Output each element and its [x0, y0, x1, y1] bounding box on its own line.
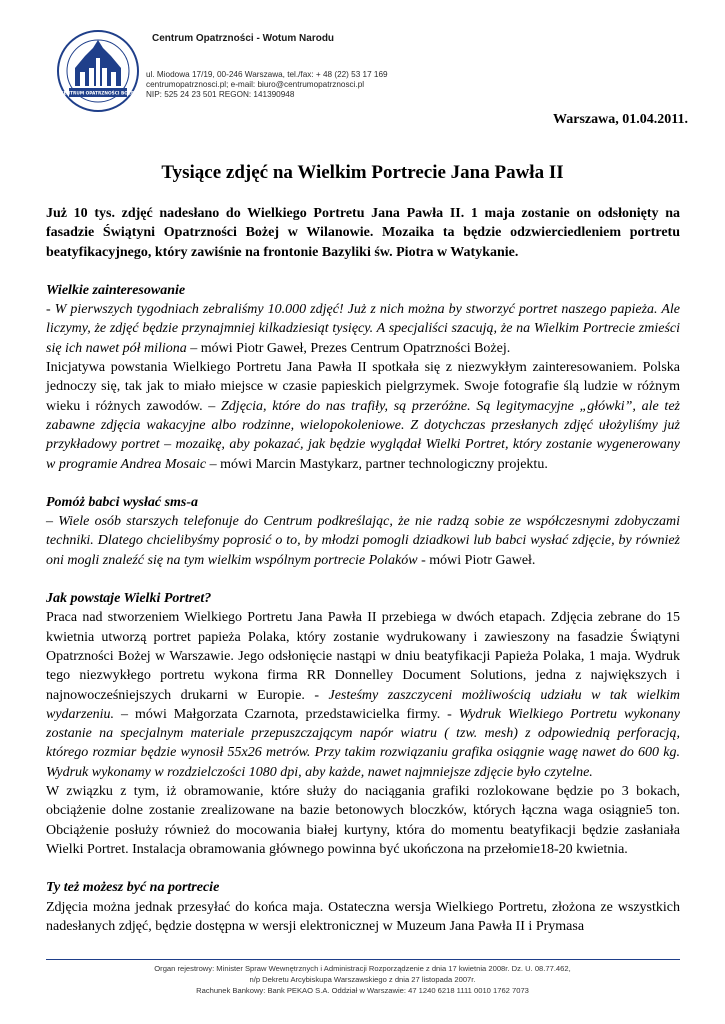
section-heading: Pomóż babci wysłać sms-a	[46, 494, 199, 510]
paragraph	[46, 512, 680, 570]
paragraph	[46, 300, 680, 358]
quote-text: - Jesteśmy zaszczyceni możliwością udziału w tak wielkim wydarzeniu.	[46, 687, 680, 722]
attribution-text: – mówi Małgorzata Czarnota, przedstawicielka firmy.	[114, 706, 448, 722]
section-you-can-be-on-portrait	[46, 878, 680, 936]
paragraph	[46, 608, 680, 782]
section-heading: Ty też możesz być na portrecie	[46, 880, 220, 896]
quote-text: – Wiele osób starszych telefonuje do Centrum podkreślając, że nie radzą sobie ze współczesnymi zdobyczami techniki. Dlatego chcielibyśmy poprosić o to, by młodzi pomogli dziadkowi lub babci wysłać zdjęcie, by również oni mogli znaleźć się na tym wielkim wspólnym portrecie Polaków	[46, 514, 680, 568]
document-body	[46, 204, 680, 955]
footer-bank-line: Rachunek Bankowy: Bank PEKAO S.A. Oddział w Warszawie: 47 1240 6218 1111 0010 1762 7073	[196, 986, 529, 995]
document-date: Warszawa, 01.04.2011.	[553, 112, 688, 127]
footer-divider	[46, 959, 680, 960]
paragraph: W związku z tym, iż obramowanie, które służy do naciągania grafiki rozlokowane będzie po 3 bokach, obciążenie dolne zostanie zrealizowane na bazie betonowych bloczków, których łączna waga osiągnie5 ton. Obciążenie posłuży również do mocowania białej kurtyny, która do momentu beatyfikacji będzie zasłaniała Wielki Portret. Instalacja obramowania głównego powinna być ukończona na przełomie18-20 kwietnia.	[46, 784, 680, 857]
paragraph: Zdjęcia można jednak przesyłać do końca maja. Ostateczna wersja Wielkiego Portretu, złożona ze wszystkich nadesłanych zdjęć, będzie dostępna w wersji elektronicznej w Muzeum Jana Pawła II i Prymasa	[46, 899, 680, 934]
footer-registry-line: Organ rejestrowy: Minister Spraw Wewnętrznych i Administracji Rozporządzenie z dnia 17 kwietnia 2008r. Dz. U. 08.77.462,	[154, 964, 571, 973]
section-heading: Jak powstaje Wielki Portret?	[46, 591, 212, 607]
section-interest	[46, 281, 680, 474]
logo-text: CENTRUM OPATRZNOŚCI BOŻEJ	[60, 91, 136, 97]
attribution-text: – mówi Piotr Gaweł, Prezes Centrum Opatrzności Bożej.	[186, 340, 511, 356]
attribution-text: – mówi Marcin Mastykarz, partner technologiczny projektu.	[206, 456, 548, 472]
attribution-text: - mówi Piotr Gaweł.	[417, 552, 536, 568]
body-text: Inicjatywa powstania Wielkiego Portretu Jana Pawła II spotkała się z niezwykłym zainteresowaniem. Polska jednoczy się, tak jak to miało miejsce w czasie papieskich pielgrzymek. Swoje fotografie ślą ludzie w różnym wieku i różnych zawodów.	[46, 360, 680, 414]
quote-text: - Wydruk Wielkiego Portretu wykonany zostanie na specjalnym materiale przepuszczającym napór wiatru ( tzw. mesh) z odpowiednią perforacją, którego rozmiar będzie wynosił 55x26 metrów. Przy takim rozwiązaniu grafika osiągnie wagę nawet do 600 kg. Wydruk wykonamy w rozdzielczości 1080 dpi, aby każde, nawet najmniejsze zdjęcie było czytelne.	[46, 706, 680, 780]
web-email-line: centrumopatrznosci.pl; e-mail: biuro@centrumopatrznosci.pl	[146, 80, 365, 89]
paragraph	[46, 358, 680, 474]
document-title: Tysiące zdjęć na Wielkim Portrecie Jana Pawła II	[161, 162, 564, 183]
address-line: ul. Miodowa 17/19, 00-246 Warszawa, tel./fax: + 48 (22) 53 17 169	[146, 70, 388, 79]
section-how-portrait-is-made	[46, 589, 680, 859]
logo-emblem-icon	[55, 28, 141, 114]
lead-paragraph: Już 10 tys. zdjęć nadesłano do Wielkiego Portretu Jana Pawła II. 1 maja zostanie on odsłonięty na fasadzie Świątyni Opatrzności Bożej w Wilanowie. Mozaika ta będzie odzwierciedleniem portretu beatyfikacyjnego, który zawiśnie na frontonie Bazyliki św. Piotra w Watykanie.	[46, 206, 680, 260]
letterhead	[0, 0, 725, 110]
footer	[0, 963, 725, 996]
tax-line: NIP: 525 24 23 501 REGON: 141390948	[146, 90, 295, 99]
organization-contact	[146, 70, 388, 100]
footer-decree-line: n/p Dekretu Arcybiskupa Warszawskiego z dnia 27 listopada 2007r.	[249, 975, 476, 984]
section-heading: Wielkie zainteresowanie	[46, 282, 186, 298]
section-help-grandma	[46, 493, 680, 570]
quote-text: – Zdjęcia, które do nas trafiły, są przeróżne. Są legitymacyjne „główki”, ale też zabawne zdjęcia wakacyjne albo rodzinne, wielopokoleniowe. Z dotychczas przesłanych zdjęć ułożyliśmy już przykładowy portret – mozaikę, aby pokazać, jak będzie wyglądał Wielki Portret, który zostanie wygenerowany w programie Andrea Mosaic	[46, 398, 680, 472]
quote-text: - W pierwszych tygodniach zebraliśmy 10.000 zdjęć! Już z nich można by stworzyć portret naszego papieża. Ale liczymy, że zdjęć będzie przynajmniej kilkadziesiąt tysięcy. A specjaliści szacują, że na Wielkim Portrecie zmieści się ich nawet pół miliona	[46, 302, 680, 356]
body-text: Praca nad stworzeniem Wielkiego Portretu Jana Pawła II przebiega w dwóch etapach. Zdjęcia zebrane do 15 kwietnia utworzą portret papieża Polaka, który zostanie wydrukowany i zawieszony na fasadzie Świątyni Opatrzności Bożej w Warszawie. Jego odsłonięcie nastąpi w dniu beatyfikacji Papieża Polaka, 1 maja. Wydruk tego niezwykłego portretu wykona firma RR Donnelley Document Solutions, jedna z największych i najnowocześniejszych drukarni w Europie.	[46, 610, 680, 703]
organization-name: Centrum Opatrzności - Wotum Narodu	[152, 33, 335, 44]
